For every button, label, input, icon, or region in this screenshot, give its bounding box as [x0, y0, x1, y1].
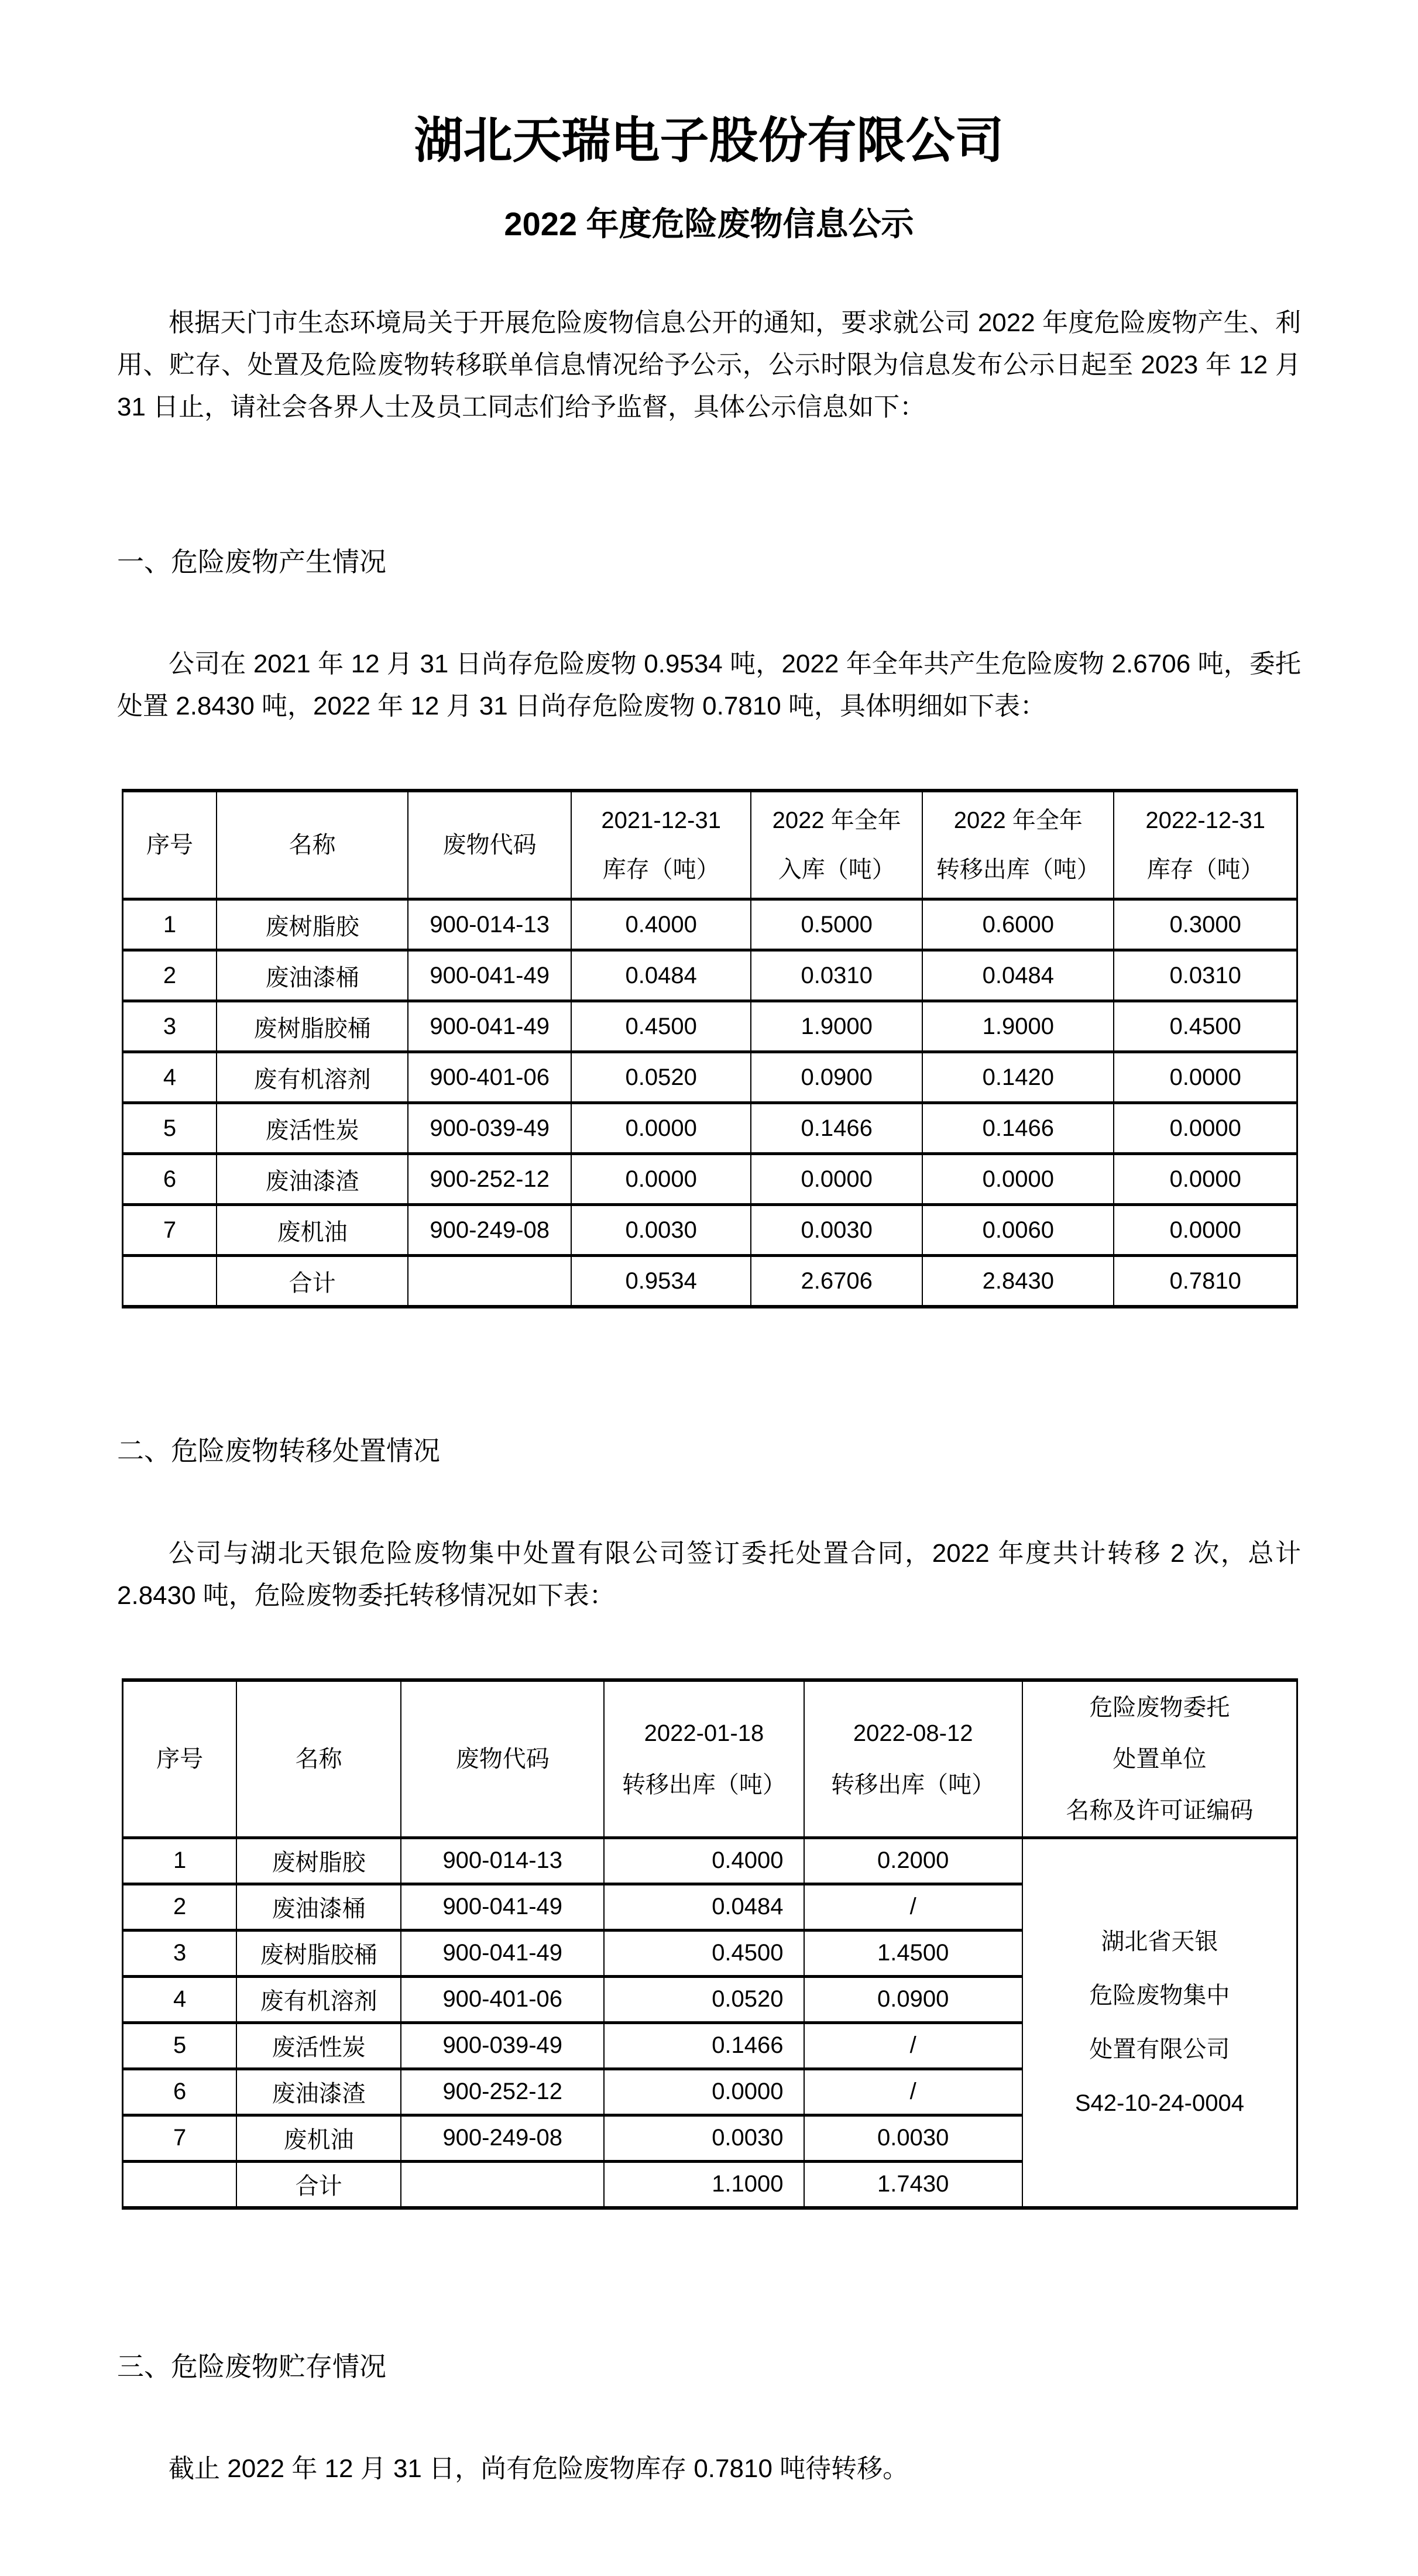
table-cell: 0.3000 — [1114, 899, 1297, 950]
table-row — [123, 1205, 1297, 1256]
column-header-transfer-2022-08-12: 2022-08-12 转移出库（吨） — [804, 1680, 1022, 1838]
table-cell: 4 — [123, 1976, 237, 2022]
section-2-heading: 二、危险废物转移处置情况 — [117, 1435, 440, 1466]
table-cell: 0.1466 — [604, 2022, 804, 2069]
table-cell: 1 — [123, 899, 217, 950]
table-cell: 900-039-49 — [401, 2022, 604, 2069]
table-cell: 900-014-13 — [408, 899, 571, 950]
table-cell: 0.7810 — [1114, 1256, 1297, 1307]
column-header-inbound-2022: 2022 年全年 入库（吨） — [751, 791, 922, 899]
table-cell: 6 — [123, 1154, 217, 1205]
intro-paragraph: 根据天门市生态环境局关于开展危险废物信息公开的通知，要求就公司 2022 年度危险废物产生、利用、贮存、处置及危险废物转移联单信息情况给予公示，公示时限为信息发布公示日起至 2023 年 12 月 31 日止，请社会各界人士及员工同志们给予监督，具体公示信息如下： — [117, 308, 1301, 421]
table-cell: 900-401-06 — [408, 1052, 571, 1103]
table-cell: 废树脂胶 — [217, 899, 408, 950]
table-cell: 4 — [123, 1052, 217, 1103]
page-subtitle: 2022 年度危险废物信息公示 — [504, 205, 914, 242]
table-cell: 0.0484 — [571, 950, 751, 1001]
column-header-transfer-2022-01-18: 2022-01-18 转移出库（吨） — [604, 1680, 804, 1838]
column-header-name: 名称 — [236, 1680, 401, 1838]
table-cell: 0.0030 — [571, 1205, 751, 1256]
table-row — [123, 1001, 1297, 1052]
table-cell: 0.0060 — [922, 1205, 1114, 1256]
column-header-outbound-2022: 2022 年全年 转移出库（吨） — [922, 791, 1114, 899]
table-cell: 1.9000 — [922, 1001, 1114, 1052]
table-cell: 2.8430 — [922, 1256, 1114, 1307]
table-cell: 废机油 — [236, 2115, 401, 2161]
table-cell: 0.4000 — [571, 899, 751, 950]
table-cell: 0.0000 — [1114, 1205, 1297, 1256]
column-header-stock-2021-12-31: 2021-12-31 库存（吨） — [571, 791, 751, 899]
table-cell: 废油漆渣 — [217, 1154, 408, 1205]
table-cell: 0.0520 — [571, 1052, 751, 1103]
waste-generation-table — [122, 789, 1298, 1308]
table-cell: 废机油 — [217, 1205, 408, 1256]
table-cell: 0.0900 — [804, 1976, 1022, 2022]
table-cell: 废有机溶剂 — [217, 1052, 408, 1103]
table-cell: 900-041-49 — [401, 1884, 604, 1930]
column-header-waste-code: 废物代码 — [401, 1680, 604, 1838]
table-cell: 0.0030 — [604, 2115, 804, 2161]
table-cell: 0.0520 — [604, 1976, 804, 2022]
section-1-paragraph: 公司在 2021 年 12 月 31 日尚存危险废物 0.9534 吨，2022 年全年共产生危险废物 2.6706 吨，委托处置 2.8430 吨，2022 年 12 月 31 日尚存危险废物 0.7810 吨，具体明细如下表： — [117, 650, 1301, 721]
table-cell: 0.0030 — [804, 2115, 1022, 2161]
table-cell: 900-249-08 — [408, 1205, 571, 1256]
table-cell: 0.0310 — [751, 950, 922, 1001]
table-cell: 废树脂胶 — [236, 1837, 401, 1884]
table-cell: 0.2000 — [804, 1837, 1022, 1884]
table-total-row — [123, 1256, 1297, 1307]
table-cell: 废油漆渣 — [236, 2069, 401, 2115]
table-cell: 0.1466 — [922, 1103, 1114, 1154]
section-1-heading: 一、危险废物产生情况 — [117, 546, 386, 577]
section-3-heading: 三、危险废物贮存情况 — [117, 2351, 386, 2382]
table-cell: 0.0000 — [751, 1154, 922, 1205]
waste-transfer-table — [122, 1678, 1298, 2210]
page-title: 湖北天瑞电子股份有限公司 — [414, 113, 1004, 168]
table-cell: 废树脂胶桶 — [217, 1001, 408, 1052]
table-cell-total-label: 合计 — [236, 2161, 401, 2208]
table-cell: 0.0000 — [922, 1154, 1114, 1205]
table-cell: 0.1420 — [922, 1052, 1114, 1103]
table-cell: 1.4500 — [804, 1930, 1022, 1976]
table-cell: 废树脂胶桶 — [236, 1930, 401, 1976]
table-cell: 1.7430 — [804, 2161, 1022, 2208]
table-cell: 2 — [123, 950, 217, 1001]
table-cell: 900-041-49 — [408, 1001, 571, 1052]
table-cell: 5 — [123, 1103, 217, 1154]
table-cell: 900-401-06 — [401, 1976, 604, 2022]
table-cell: 0.0900 — [751, 1052, 922, 1103]
table-cell: 0.0000 — [604, 2069, 804, 2115]
table-cell: 0.4500 — [571, 1001, 751, 1052]
table-cell: 0.5000 — [751, 899, 922, 950]
table-cell: 1.9000 — [751, 1001, 922, 1052]
table-cell: / — [804, 2022, 1022, 2069]
table-cell: 0.0000 — [1114, 1103, 1297, 1154]
table-cell: 900-252-12 — [408, 1154, 571, 1205]
table-cell: 5 — [123, 2022, 237, 2069]
table-cell: 3 — [123, 1930, 237, 1976]
column-header-index: 序号 — [123, 791, 217, 899]
table-cell: 1 — [123, 1837, 237, 1884]
table-cell: 0.0000 — [1114, 1052, 1297, 1103]
table-cell: 2 — [123, 1884, 237, 1930]
disposal-unit-cell: 湖北省天银 危险废物集中 处置有限公司 S42-10-24-0004 — [1022, 1837, 1297, 2208]
table-cell: 3 — [123, 1001, 217, 1052]
table-row — [123, 1052, 1297, 1103]
column-header-disposal-unit: 危险废物委托 处置单位 名称及许可证编码 — [1022, 1680, 1297, 1838]
table-cell: 废活性炭 — [236, 2022, 401, 2069]
table-cell: 6 — [123, 2069, 237, 2115]
table-cell: 900-252-12 — [401, 2069, 604, 2115]
table-cell: 900-041-49 — [401, 1930, 604, 1976]
table-header-row — [123, 1680, 1297, 1838]
table-cell: 废油漆桶 — [236, 1884, 401, 1930]
table-cell: 0.4500 — [604, 1930, 804, 1976]
table-cell: 废有机溶剂 — [236, 1976, 401, 2022]
table-cell: 0.0000 — [571, 1103, 751, 1154]
table-cell: / — [804, 2069, 1022, 2115]
table-cell: 废油漆桶 — [217, 950, 408, 1001]
section-2-paragraph: 公司与湖北天银危险废物集中处置有限公司签订委托处置合同，2022 年度共计转移 2 次，总计 2.8430 吨，危险废物委托转移情况如下表： — [117, 1538, 1301, 1610]
table-cell: 0.9534 — [571, 1256, 751, 1307]
table-cell-empty — [123, 2161, 237, 2208]
table-cell: 0.1466 — [751, 1103, 922, 1154]
column-header-stock-2022-12-31: 2022-12-31 库存（吨） — [1114, 791, 1297, 899]
table-cell: 900-249-08 — [401, 2115, 604, 2161]
table-row — [123, 1837, 1297, 1884]
table-cell: 1.1000 — [604, 2161, 804, 2208]
table-cell: 7 — [123, 1205, 217, 1256]
table-cell: 7 — [123, 2115, 237, 2161]
table-cell: 废活性炭 — [217, 1103, 408, 1154]
table-cell: 0.0000 — [571, 1154, 751, 1205]
table-cell: 0.0484 — [604, 1884, 804, 1930]
table-cell: 0.4500 — [1114, 1001, 1297, 1052]
table-cell: 900-014-13 — [401, 1837, 604, 1884]
column-header-index: 序号 — [123, 1680, 237, 1838]
table-cell: 0.0000 — [1114, 1154, 1297, 1205]
table-cell-empty — [401, 2161, 604, 2208]
table-cell: 900-041-49 — [408, 950, 571, 1001]
table-row — [123, 1154, 1297, 1205]
table-row — [123, 950, 1297, 1001]
table-cell-empty — [408, 1256, 571, 1307]
column-header-waste-code: 废物代码 — [408, 791, 571, 899]
table-cell: 0.0484 — [922, 950, 1114, 1001]
section-3-paragraph: 截止 2022 年 12 月 31 日，尚有危险废物库存 0.7810 吨待转移。 — [169, 2454, 909, 2484]
column-header-name: 名称 — [217, 791, 408, 899]
table-cell: 0.0310 — [1114, 950, 1297, 1001]
table-cell: 0.4000 — [604, 1837, 804, 1884]
table-header-row — [123, 791, 1297, 899]
table-cell: 0.0030 — [751, 1205, 922, 1256]
table-cell-empty — [123, 1256, 217, 1307]
table-row — [123, 1103, 1297, 1154]
table-row — [123, 899, 1297, 950]
table-cell: 2.6706 — [751, 1256, 922, 1307]
table-cell-total-label: 合计 — [217, 1256, 408, 1307]
table-cell: 0.6000 — [922, 899, 1114, 950]
table-cell: 900-039-49 — [408, 1103, 571, 1154]
table-cell: / — [804, 1884, 1022, 1930]
